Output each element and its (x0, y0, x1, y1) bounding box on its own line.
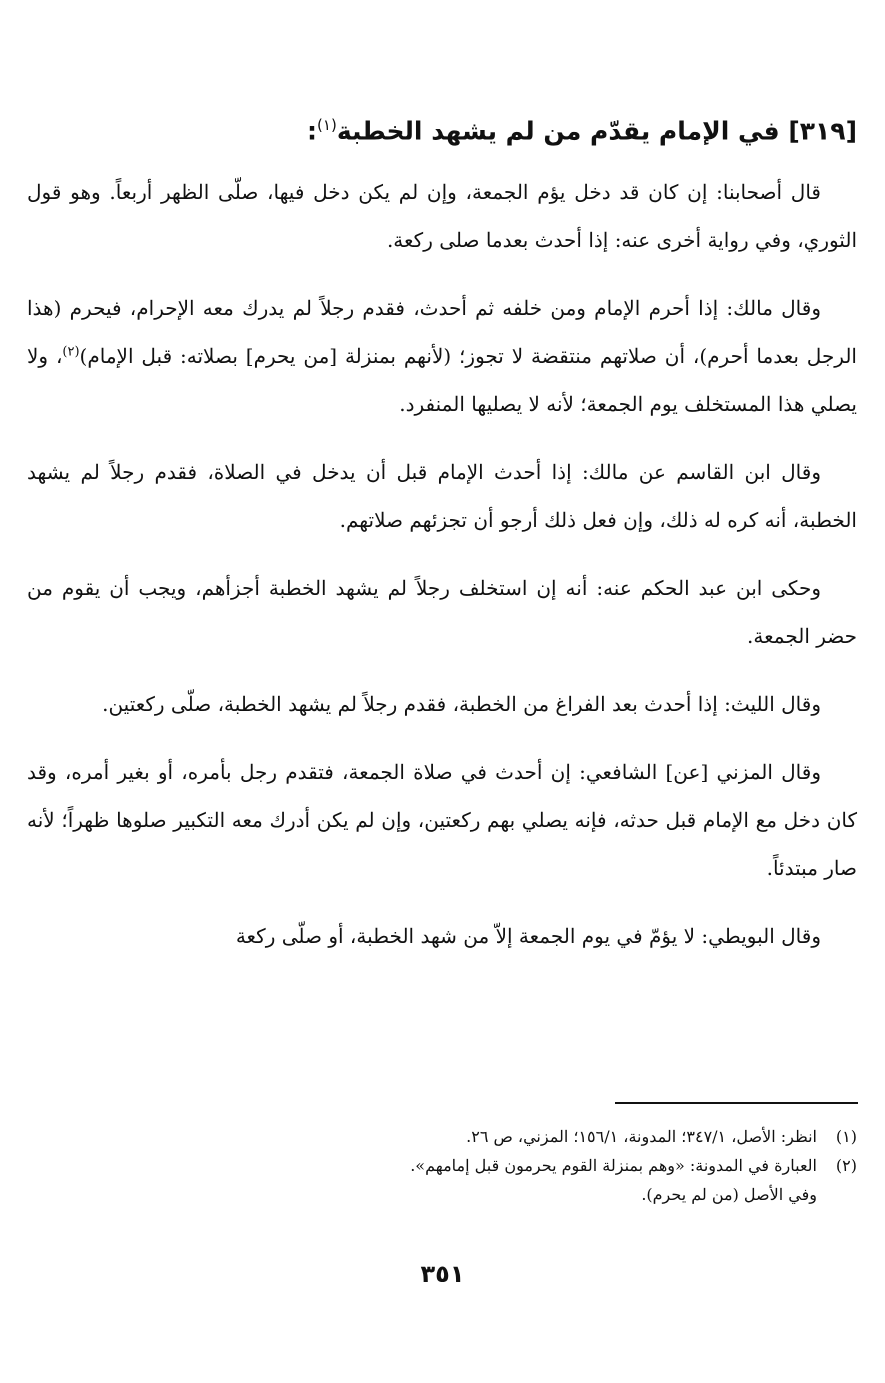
heading-footnote-ref[interactable]: (١) (317, 116, 337, 134)
footnote-ref-2[interactable]: (٢) (62, 344, 80, 360)
heading-colon: : (307, 116, 318, 146)
paragraph-malik (27, 284, 857, 428)
paragraph-ashabuna: قال أصحابنا: إن كان قد دخل يؤم الجمعة، وإن لم يكن دخل فيها، صلّى الظهر أربعاً. وهو قول الثوري، وفي رواية أخرى عنه: إذا أحدث بعدما صلى ركعة. (27, 180, 857, 252)
paragraph-ibn-abd-al-hakam: وحكى ابن عبد الحكم عنه: أنه إن استخلف رجلاً لم يشهد الخطبة أجزأهم، ويجب أن يقوم من حضر الجمعة. (27, 576, 857, 648)
paragraph-ibn-al-qasim: وقال ابن القاسم عن مالك: إذا أحدث الإمام قبل أن يدخل في الصلاة، فقدم رجلاً لم يشهد الخطبة، أنه كره له ذلك، وإن فعل ذلك أرجو أن تجزئهم صلاتهم. (27, 460, 857, 532)
paragraph-al-muzani: وقال المزني [عن] الشافعي: إن أحدث في صلاة الجمعة، فتقدم رجل بأمره، أو بغير أمره، وقد كان دخل مع الإمام قبل حدثه، فإنه يصلي بهم ركعتين، وإن لم يكن أدرك معه التكبير صلوها ظهراً؛ لأنه صار مبتدئاً. (27, 760, 857, 880)
footnote-text: العبارة في المدونة: «وهم بمنزلة القوم يحرمون قبل إمامهم». (410, 1156, 817, 1175)
paragraph-malik-text: وقال مالك: إذا أحرم الإمام ومن خلفه ثم أحدث، فقدم رجلاً لم يدرك معه الإحرام، فيحرم (هذا الرجل بعدما أحرم)، أن صلاتهم منتقضة لا تجوز؛ (لأنهم بمنزلة [من يحرم] بصلاته: قبل الإمام) (27, 296, 857, 368)
footnote-item (27, 1151, 857, 1180)
footnotes (27, 1122, 857, 1209)
footnote-text: انظر: الأصل، ٣٤٧/١؛ المدونة، ١٥٦/١؛ المزني، ص ٢٦. (466, 1127, 817, 1146)
paragraph-al-buwayti: وقال البويطي: لا يؤمّ في يوم الجمعة إلاّ من شهد الخطبة، أو صلّى ركعة (235, 924, 821, 948)
footnote-divider (615, 1102, 858, 1104)
paragraph-malik-tail: ، ولا يصلي هذا المستخلف يوم الجمعة؛ لأنه لا يصليها المنفرد. (27, 344, 857, 416)
footnote-item (27, 1122, 857, 1151)
footnote-number: (١) (835, 1127, 857, 1146)
paragraph-al-layth: وقال الليث: إذا أحدث بعد الفراغ من الخطبة، فقدم رجلاً لم يشهد الخطبة، صلّى ركعتين. (102, 692, 821, 716)
body-text (27, 168, 857, 980)
heading-text: [٣١٩] في الإمام يقدّم من لم يشهد الخطبة (336, 116, 857, 146)
section-heading (27, 100, 857, 156)
footnote-number: (٢) (835, 1156, 857, 1175)
page-number: ٣٥١ (420, 1260, 465, 1288)
footnote-continuation: وفي الأصل (من لم يحرم). (641, 1185, 817, 1204)
